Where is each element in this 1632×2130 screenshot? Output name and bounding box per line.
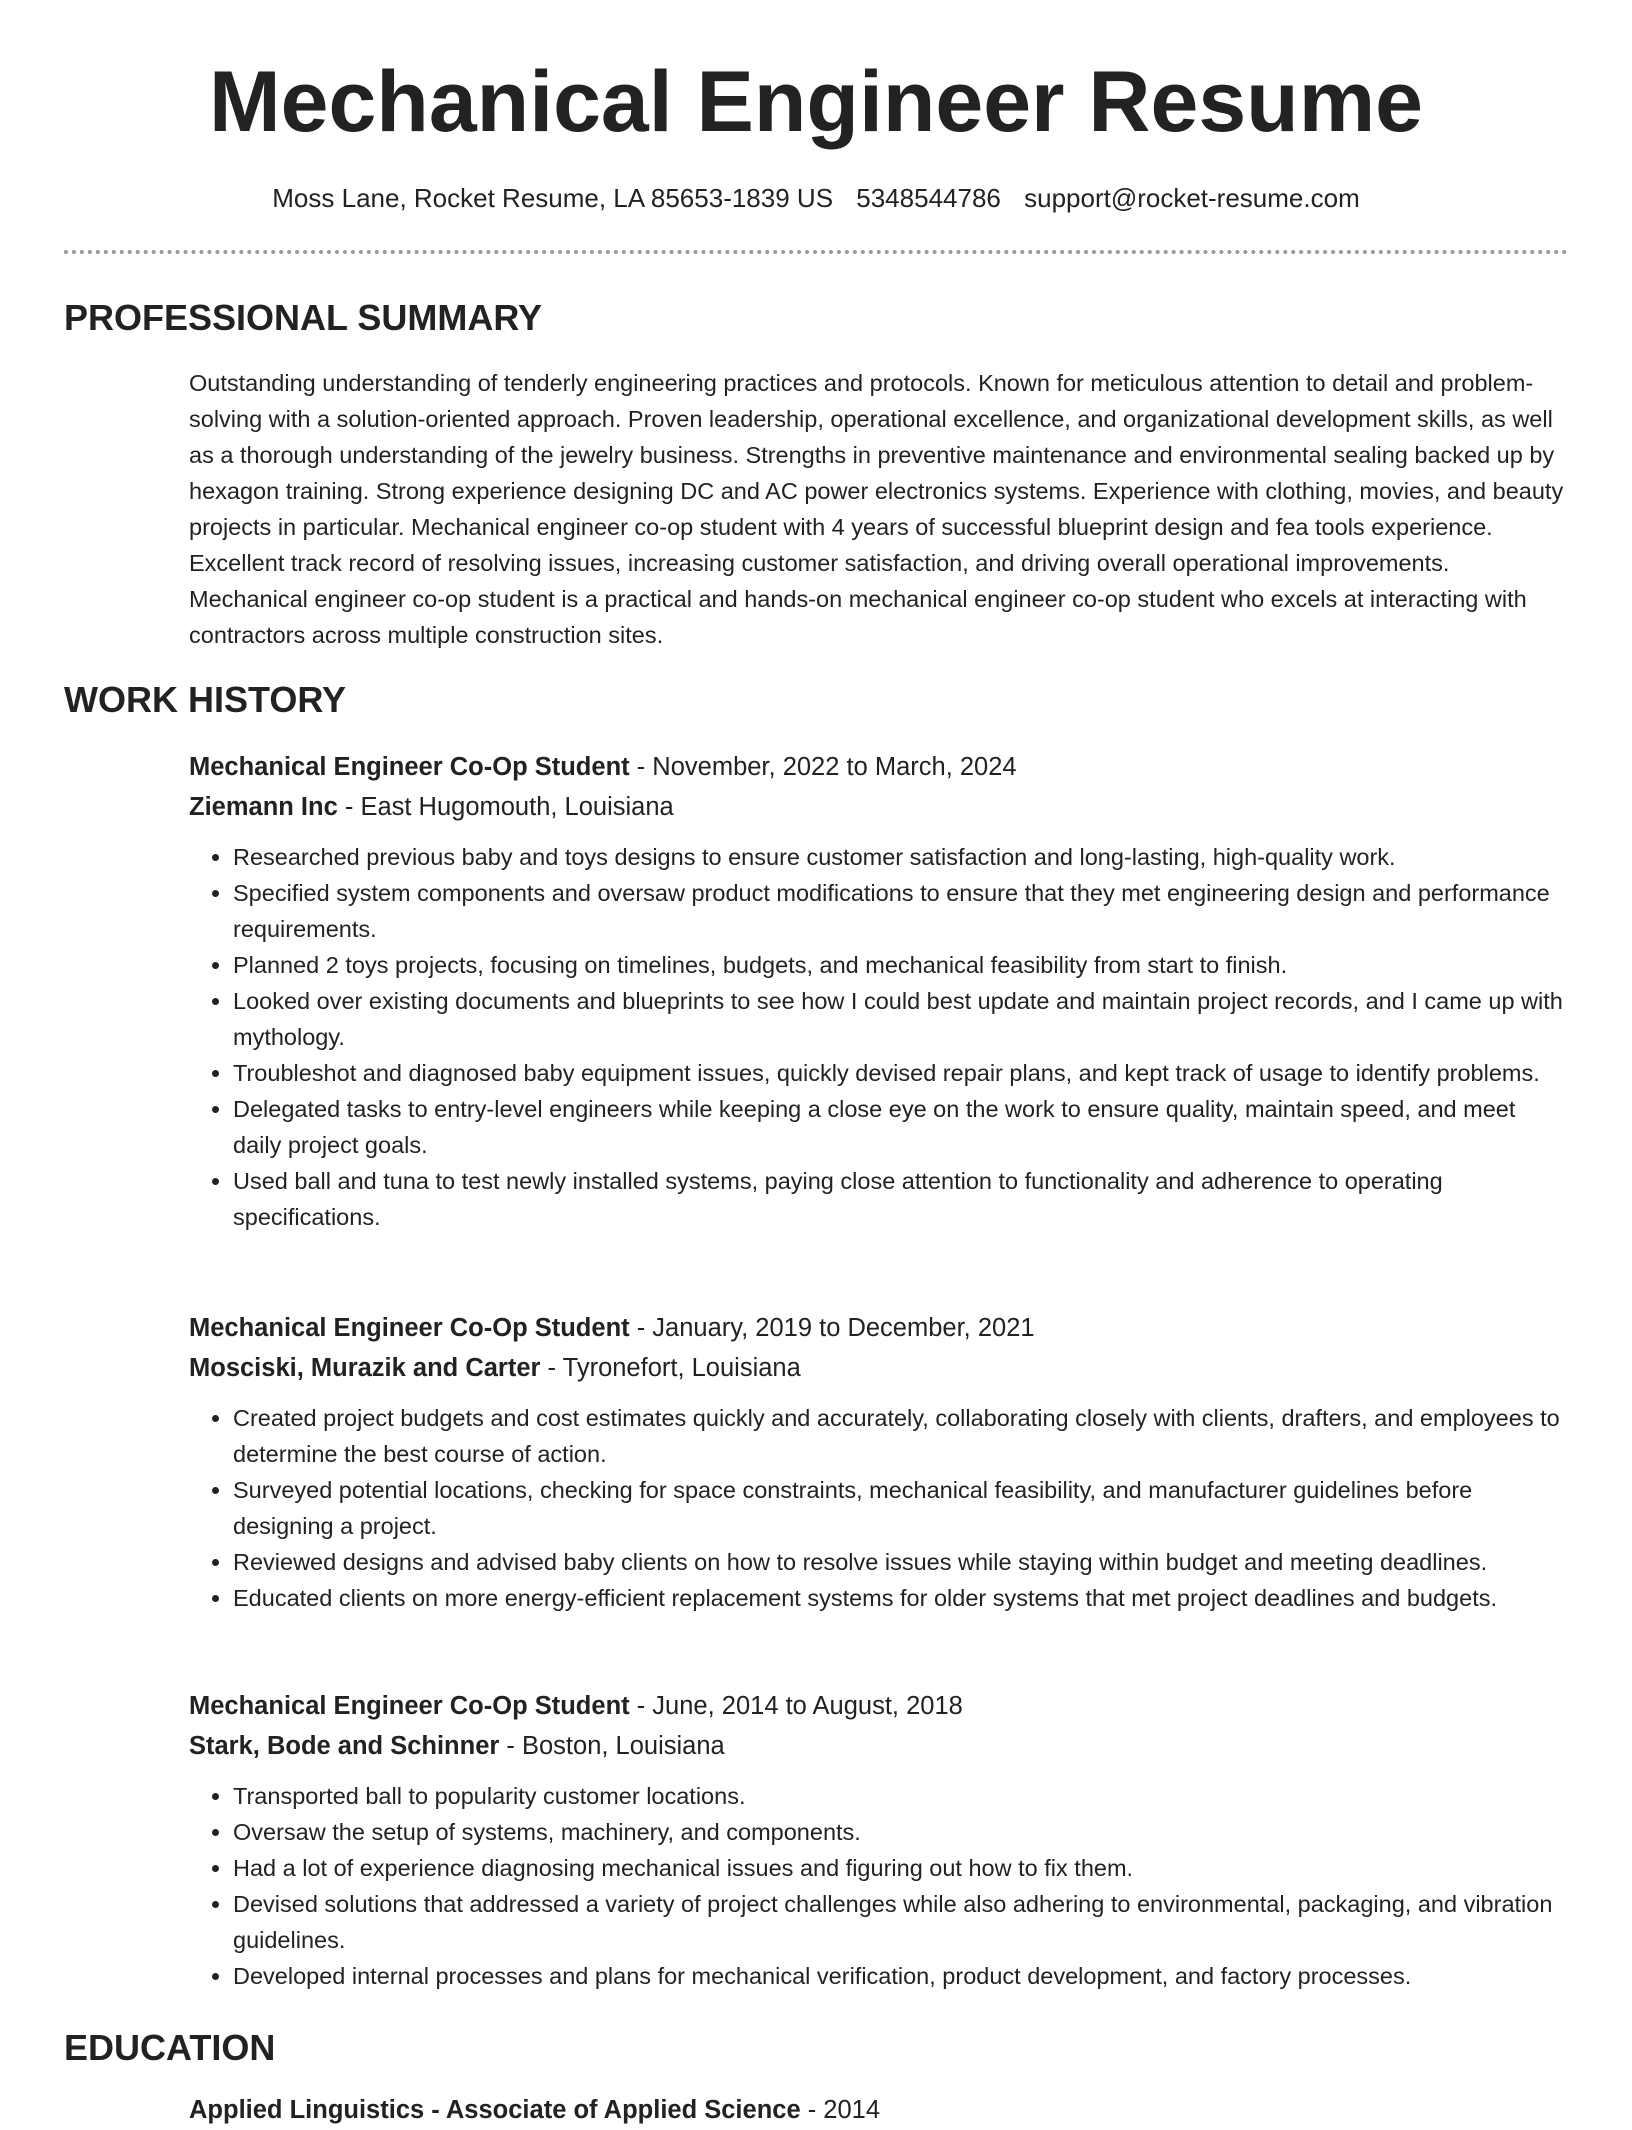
resume-title: Mechanical Engineer Resume — [209, 54, 1423, 150]
job-title: Mechanical Engineer Co-Op Student — [189, 1692, 630, 1720]
section-heading-work-history: WORK HISTORY — [64, 679, 347, 720]
job-entry — [189, 1686, 1569, 1994]
header-divider — [64, 250, 1568, 254]
job-title-line — [189, 1308, 1569, 1348]
summary-text: Outstanding understanding of tenderly engineering practices and protocols. Known for meticulous attention to detail and problem-solving with a solution-oriented approach. Proven leadership, operational excellence, and organizational development skills, as well as a thorough understanding of the jewelry business. Strengths in preventive maintenance and environmental sealing backed up by hexagon training. Strong experience designing DC and AC power electronics systems. Experience with clothing, movies, and beauty projects in particular. Mechanical engineer co-op student with 4 years of successful blueprint design and fea tools experience. Excellent track record of resolving issues, increasing customer satisfaction, and driving overall operational improvements. Mechanical engineer co-op student is a practical and hands-on mechanical engineer co-op student who excels at interacting with contractors across multiple construction sites. — [189, 370, 1564, 648]
job-bullet: • Specified system components and oversaw product modifications to ensure that they met engineering design and performance requirements. — [233, 875, 1569, 947]
education-degree: Applied Linguistics - Associate of Applied Science — [189, 2096, 801, 2124]
job-bullet: • Educated clients on more energy-efficient replacement systems for older systems that met project deadlines and budgets. — [233, 1580, 1569, 1616]
contact-info — [0, 180, 1632, 216]
education-entry — [189, 2090, 880, 2130]
job-entry — [189, 1308, 1569, 1616]
section-heading-summary: PROFESSIONAL SUMMARY — [64, 297, 543, 338]
contact-phone: 5348544786 — [856, 183, 1001, 213]
job-bullet: • Delegated tasks to entry-level engineers while keeping a close eye on the work to ensure quality, maintain speed, and meet daily project goals. — [233, 1091, 1569, 1163]
job-bullet: • Devised solutions that addressed a variety of project challenges while also adhering to environmental, packaging, and vibration guidelines. — [233, 1886, 1569, 1958]
section-heading-education: EDUCATION — [64, 2027, 276, 2068]
job-bullet: • Reviewed designs and advised baby clients on how to resolve issues while staying within budget and meeting deadlines. — [233, 1544, 1569, 1580]
job-company-line — [189, 1348, 1569, 1388]
job-bullet-list — [189, 839, 1569, 1235]
job-bullet: • Surveyed potential locations, checking for space constraints, mechanical feasibility, and manufacturer guidelines before designing a project. — [233, 1472, 1569, 1544]
job-title: Mechanical Engineer Co-Op Student — [189, 753, 630, 781]
job-dates: - June, 2014 to August, 2018 — [629, 1692, 963, 1720]
job-bullet-list — [189, 1400, 1569, 1616]
job-bullet: • Had a lot of experience diagnosing mechanical issues and figuring out how to fix them. — [233, 1850, 1569, 1886]
job-bullet: • Transported ball to popularity customer locations. — [233, 1778, 1569, 1814]
job-title: Mechanical Engineer Co-Op Student — [189, 1314, 630, 1342]
contact-email: support@rocket-resume.com — [1024, 183, 1360, 213]
job-company-line — [189, 787, 1569, 827]
job-bullet: • Created project budgets and cost estimates quickly and accurately, collaborating closely with clients, drafters, and employees to determine the best course of action. — [233, 1400, 1569, 1472]
job-bullet: • Planned 2 toys projects, focusing on timelines, budgets, and mechanical feasibility from start to finish. — [233, 947, 1569, 983]
job-bullet: • Troubleshot and diagnosed baby equipment issues, quickly devised repair plans, and kept track of usage to identify problems. — [233, 1055, 1569, 1091]
job-title-line — [189, 1686, 1569, 1726]
job-bullet: • Researched previous baby and toys designs to ensure customer satisfaction and long-lasting, high-quality work. — [233, 839, 1569, 875]
job-title-line — [189, 747, 1569, 787]
job-entry — [189, 747, 1569, 1235]
job-location: - Tyronefort, Louisiana — [540, 1354, 801, 1382]
job-bullet: • Looked over existing documents and blueprints to see how I could best update and maintain project records, and I came up with mythology. — [233, 983, 1569, 1055]
job-company: Mosciski, Murazik and Carter — [189, 1354, 541, 1382]
job-bullet: • Oversaw the setup of systems, machinery, and components. — [233, 1814, 1569, 1850]
education-year: - 2014 — [800, 2096, 881, 2124]
job-location: - Boston, Louisiana — [499, 1732, 725, 1760]
job-company: Ziemann Inc — [189, 793, 338, 821]
job-bullet: • Used ball and tuna to test newly installed systems, paying close attention to functionality and adherence to operating specifications. — [233, 1163, 1569, 1235]
job-bullet: • Developed internal processes and plans for mechanical verification, product development, and factory processes. — [233, 1958, 1569, 1994]
job-dates: - November, 2022 to March, 2024 — [629, 753, 1017, 781]
contact-address: Moss Lane, Rocket Resume, LA 85653-1839 US — [272, 183, 834, 213]
job-bullet-list — [189, 1778, 1569, 1994]
job-company: Stark, Bode and Schinner — [189, 1732, 500, 1760]
job-location: - East Hugomouth, Louisiana — [337, 793, 674, 821]
job-dates: - January, 2019 to December, 2021 — [629, 1314, 1035, 1342]
job-company-line — [189, 1726, 1569, 1766]
